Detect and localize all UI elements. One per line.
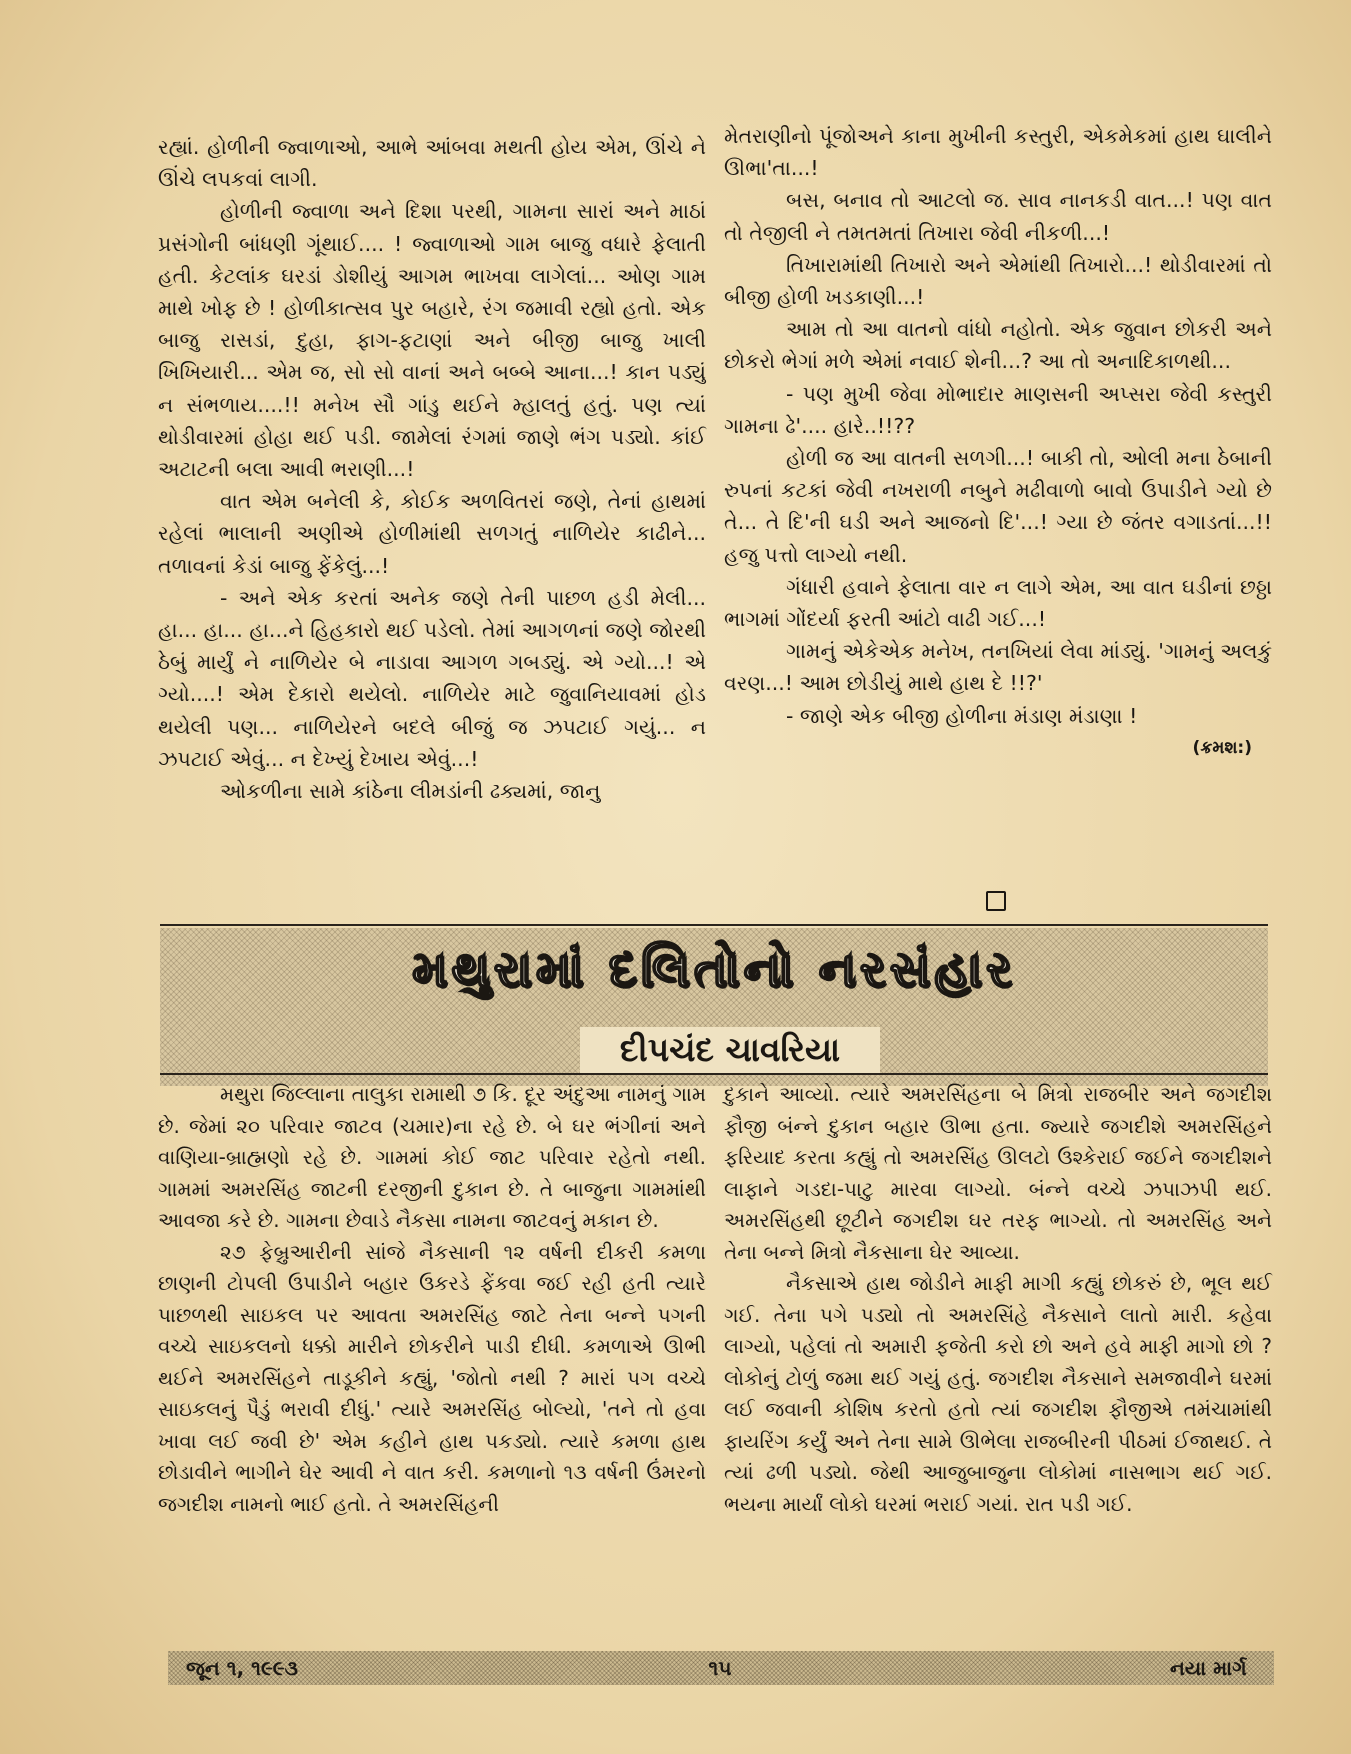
story-column-right xyxy=(724,120,1272,764)
magazine-name: નયા માર્ગ xyxy=(1170,1656,1247,1680)
paragraph: દુકાને આવ્યો. ત્યારે અમરસિંહના બે મિત્રો રાજબીર અને જગદીશ ફૌજી બંન્ને દુકાન બહાર ઊભા હતા. જ્યારે જગદીશે અમરસિંહને ફરિયાદ કરતા કહ્યું તો અમરસિંહ ઊલટો ઉશ્કેરાઈ જઈને જગદીશને લાફાને ગડદા-પાટુ મારવા લાગ્યો. બંન્ને વચ્ચે ઝપાઝપી થઈ. અમરસિંહથી છૂટીને જગદીશ ઘર તરફ ભાગ્યો. તો અમરસિંહ અને તેના બન્ને મિત્રો નૈકસાના ઘેર આવ્યા. xyxy=(724,1082,1272,1264)
paragraph: મેતરાણીનો પૂંજોઅને કાના મુખીની કસ્તુરી, એકમેકમાં હાથ ઘાલીને ઊભા'તા...! xyxy=(724,124,1272,181)
issue-date: જૂન ૧, ૧૯૯૩ xyxy=(186,1656,298,1680)
section-divider xyxy=(160,924,1268,926)
article-title: મથુરામાં દલિતોનો નરસંહાર xyxy=(412,940,1016,998)
paragraph: તિખારામાંથી તિખારો અને એમાંથી તિખારો...! થોડીવારમાં તો બીજી હોળી ખડકાણી...! xyxy=(724,252,1272,310)
paragraph: ગામનું એકેએક મનેખ, તનખિયાં લેવા માંડ્યું. 'ગામનું અલકું વરણ...! આમ છોડીયું માથે હાથ દે !!?' xyxy=(724,639,1272,696)
paragraph: મથુરા જિલ્લાના તાલુકા રામાથી ૭ કિ. દૂર અંદુઆ નામનું ગામ છે. જેમાં ૨૦ પરિવાર જાટવ (ચમાર)ના રહે છે. બે ઘર ભંગીનાં અને વાણિયા-બ્રાહ્મણો રહે છે. ગામમાં કોઈ જાટ પરિવાર રહેતો નથી. ગામમાં અમરસિંહ જાટની દરજીની દુકાન છે. તે બાજુના ગામમાંથી આવજા કરે છે. ગામના છેવાડે નૈકસા નામના જાટવનું મકાન છે. xyxy=(158,1082,706,1232)
paragraph: રહ્યાં. હોળીની જ્વાળાઓ, આભે આંબવા મથતી હોય એમ, ઊંચે ને ઊંચે લપકવાં લાગી. xyxy=(158,135,706,192)
to-be-continued-label: (ક્રમશ:) xyxy=(1192,737,1252,758)
article-author: દીપચંદ ચાવરિયા xyxy=(580,1027,880,1073)
paragraph: ગંધારી હવાને ફેલાતા વાર ન લાગે એમ, આ વાત ઘડીનાં છઠ્ઠા ભાગમાં ગોંદર્યા ફરતી આંટો વાઢી ગઈ...! xyxy=(724,574,1272,632)
paragraph: હોળી જ આ વાતની સળગી...! બાકી તો, ઓલી મના ઠેબાની રુપનાં કટકાં જેવી નખરાળી નબુને મઢીવાળો બાવો ઉપાડીને ગ્યો છે તે... તે દિ'ની ઘડી અને આજનો દિ'...! ગ્યા છે જંતર વગાડતાં...!! હજુ પત્તો લાગ્યો નથી. xyxy=(724,446,1272,567)
article-column-left xyxy=(158,1079,706,1520)
paragraph: ૨૭ ફેબ્રુઆરીની સાંજે નૈકસાની ૧૨ વર્ષની દીકરી કમળા છાણની ટોપલી ઉપાડીને બહાર ઉકરડે ફેંકવા જઈ રહી હતી ત્યારે પાછળથી સાઇકલ પર આવતા અમરસિંહ જાટે તેના બન્ને પગની વચ્ચે સાઇકલનો ધક્કો મારીને છોકરીને પાડી દીધી. કમળાએ ઊભી થઈને અમરસિંહને તાડૂકીને કહ્યું, 'જોતો નથી ? મારાં પગ વચ્ચે સાઇકલનું પૈડું ભરાવી દીધું.' ત્યારે અમરસિંહ બોલ્યો, 'તને તો હવા ખાવા લઈ જવી છે' એમ કહીને હાથ પકડ્યો. ત્યારે કમળા હાથ છોડાવીને ભાગીને ઘેર આવી ને વાત કરી. કમળાનો ૧૩ વર્ષની ઉંમરનો જગદીશ નામનો ભાઈ હતો. તે અમરસિંહની xyxy=(158,1239,706,1516)
paragraph: નૈકસાએ હાથ જોડીને માફી માગી કહ્યું છોકરું છે, ભૂલ થઈ ગઈ. તેના પગે પડ્યો તો અમરસિંહે નૈકસાને લાતો મારી. કહેવા લાગ્યો, પહેલાં તો અમારી ફજેતી કરો છો અને હવે માફી માગો છો ? લોકોનું ટોળું જમા થઈ ગયું હતું. જગદીશ નૈકસાને સમજાવીને ઘરમાં લઈ જવાની કોશિષ કરતો હતો ત્યાં જગદીશ ફૌજીએ તમંચામાંથી ફાયરિંગ કર્યું અને તેના સામે ઊભેલા રાજબીરની પીઠમાં ઈજાથઈ. તે ત્યાં ઢળી પડ્યો. જેથી આજુબાજુના લોકોમાં નાસભાગ થઈ ગઈ. ભયના માર્યાં લોકો ઘરમાં ભરાઈ ગયાં. રાત પડી ગઈ. xyxy=(724,1271,1272,1516)
paragraph: વાત એમ બનેલી કે, કોઈક અળવિતરાં જણે, તેનાં હાથમાં રહેલાં ભાલાની અણીએ હોળીમાંથી સળગતું નાળિયેર કાઢીને... તળાવનાં કેડાં બાજુ ફેંકેલું...! xyxy=(158,489,706,578)
paragraph: - પણ મુખી જેવા મોભાદાર માણસની અપ્સરા જેવી કસ્તુરી ગામના ઢે'.... હારે..!!?? xyxy=(724,381,1272,438)
paragraph: આમ તો આ વાતનો વાંધો નહોતો. એક જુવાન છોકરી અને છોકરો ભેગાં મળે એમાં નવાઈ શેની...? આ તો અનાદિકાળથી... xyxy=(724,317,1272,374)
paragraph: હોળીની જ્વાળા અને દિશા પરથી, ગામના સારાં અને માઠાં પ્રસંગોની બાંધણી ગૂંથાઈ.... ! જ્વાળાઓ ગામ બાજુ વધારે ફેલાતી હતી. કેટલાંક ઘરડાં ડોશીયું આગમ ભાખવા લાગેલાં... ઓણ ગામ માથે ખોફ છે ! હોળીકાત્સવ પુર બહારે, રંગ જમાવી રહ્યો હતો. એક બાજુ રાસડાં, દુહા, ફાગ-ફટાણાં અને બીજી બાજુ ખાલી ખિખિયારી... એમ જ, સો સો વાનાં અને બબ્બે આના...! કાન પડ્યું ન સંભળાય....!! મનેખ સૌ ગાંડુ થઈને મ્હાલતું હતું. પણ ત્યાં થોડીવારમાં હોહા થઈ પડી. જામેલાં રંગમાં જાણે ભંગ પડ્યો. કાંઈ અટાટની બલા આવી ભરાણી...! xyxy=(158,199,706,482)
paragraph: ઓકળીના સામે કાંઠેના લીમડાંની ઢક્યમાં, જાનુ xyxy=(220,779,601,804)
page-number: ૧૫ xyxy=(708,1656,732,1680)
article-column-right xyxy=(724,1079,1272,1520)
section-divider xyxy=(160,1073,1268,1075)
paragraph: બસ, બનાવ તો આટલો જ. સાવ નાનકડી વાત...! પણ વાત તો તેજીલી ને તમતમતાં તિખારા જેવી નીકળી...! xyxy=(724,188,1272,245)
paragraph: - અને એક કરતાં અનેક જણે તેની પાછળ હડી મેલી... હા... હા... હા...ને હિહકારો થઈ પડેલો. તેમાં આગળનાં જણે જોરથી ઠેબું માર્યું ને નાળિયેર બે નાડાવા આગળ ગબડ્યું. એ ગ્યો...! એ ગ્યો....! એમ દેકારો થયેલો. નાળિયેર માટે જુવાનિયાવમાં હોડ થયેલી પણ... નાળિયેરને બદલે બીજું જ ઝપટાઈ ગયું... ન ઝપટાઈ એવું... ન દેખ્યું દેખાય એવું...! xyxy=(158,585,706,771)
end-mark-icon xyxy=(986,891,1006,911)
story-column-left xyxy=(158,131,706,807)
paragraph: - જાણે એક બીજી હોળીના મંડાણ મંડાણા ! xyxy=(786,703,1138,728)
